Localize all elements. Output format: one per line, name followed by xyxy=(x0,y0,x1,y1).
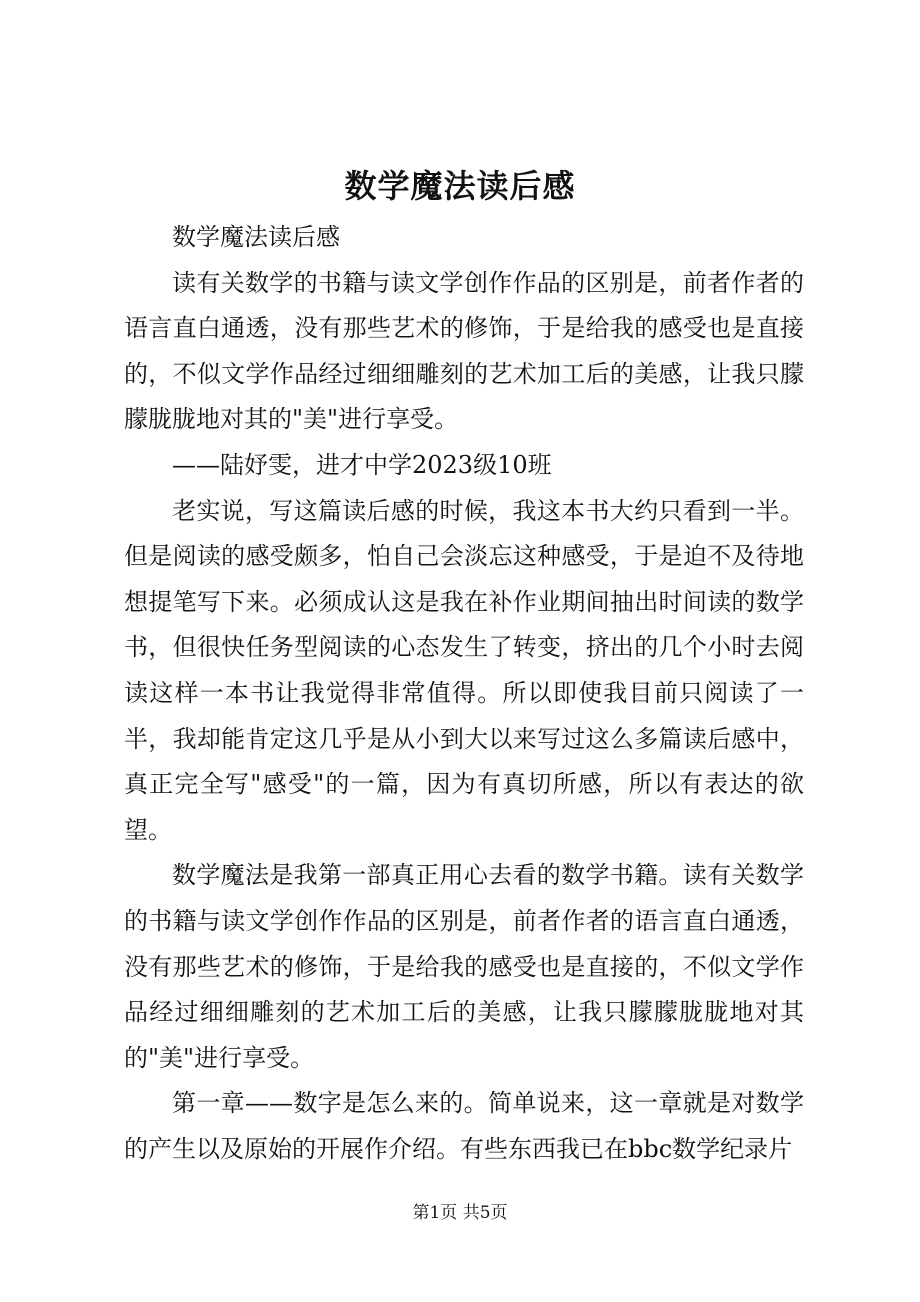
body-paragraph: 数学魔法是我第一部真正用心去看的数学书籍。读有关数学的书籍与读文学创作作品的区别是，前者作者的语言直白通透，没有那些艺术的修饰，于是给我的感受也是直接的，不似文学作品经过细细雕刻的艺术加工后的美感，让我只朦朦胧胧地对其的"美"进行享受。 xyxy=(124,861,804,1072)
page-number-footer: 第1页 共5页 xyxy=(412,1203,508,1223)
body-paragraph: ——陆妤雯，进才中学2023级10班 xyxy=(172,450,552,479)
body-paragraph: 读有关数学的书籍与读文学创作作品的区别是，前者作者的语言直白通透，没有那些艺术的修饰，于是给我的感受也是直接的，不似文学作品经过细细雕刻的艺术加工后的美感，让我只朦朦胧胧地对其的"美"进行享受。 xyxy=(124,268,804,434)
document-body xyxy=(124,215,804,1172)
body-paragraph: 老实说，写这篇读后感的时候，我这本书大约只看到一半。但是阅读的感受颇多，怕自己会淡忘这种感受，于是迫不及待地想提笔写下来。必须成认这是我在补作业期间抽出时间读的数学书，但很快任务型阅读的心态发生了转变，挤出的几个小时去阅读这样一本书让我觉得非常值得。所以即使我目前只阅读了一半，我却能肯定这几乎是从小到大以来写过这么多篇读后感中，真正完全写"感受"的一篇，因为有真切所感，所以有表达的欲望。 xyxy=(124,496,804,844)
body-paragraph: 第一章——数字是怎么来的。简单说来，这一章就是对数学的产生以及原始的开展作介绍。有些东西我已在bbc数学纪录片 xyxy=(124,1089,804,1163)
body-paragraph: 数学魔法读后感 xyxy=(172,223,340,251)
document-title: 数学魔法读后感 xyxy=(344,167,576,205)
